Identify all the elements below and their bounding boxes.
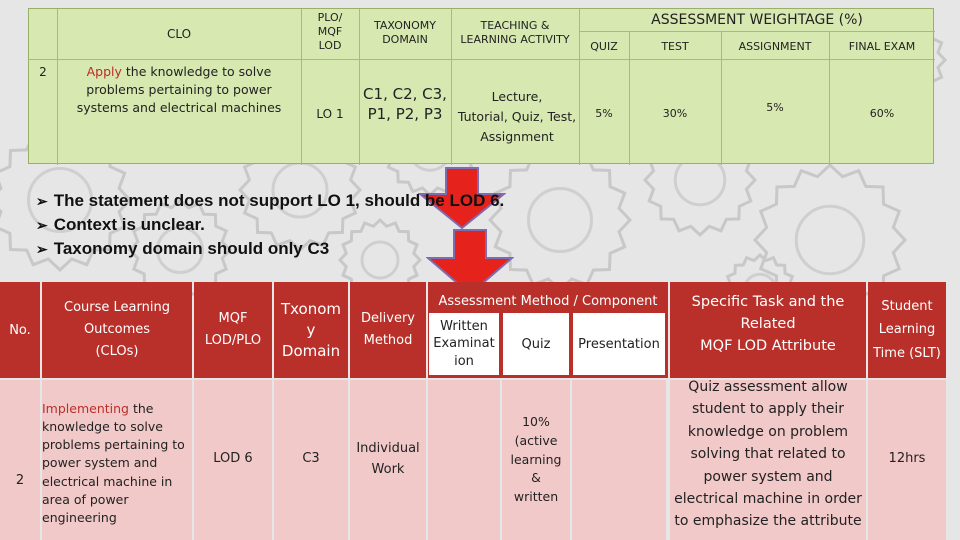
header-taxonomy: Txonom y Domain bbox=[274, 282, 348, 378]
taxonomy-value: C1, C2, C3, P1, P2, P3 bbox=[363, 85, 447, 123]
row-number: 2 bbox=[39, 65, 47, 79]
quiz-header: QUIZ bbox=[590, 40, 618, 53]
plo-value: LO 1 bbox=[316, 107, 344, 121]
assessment-method-title: Assessment Method / Component bbox=[438, 294, 658, 309]
review-comment: ➢ Context is unclear. bbox=[36, 215, 205, 234]
arrow-bullet-icon: ➢ bbox=[36, 241, 48, 257]
arrow-bullet-icon: ➢ bbox=[36, 193, 48, 209]
clo-verb: Implementing bbox=[42, 401, 129, 416]
activity-value: Lecture, Tutorial, Quiz, Test, Assignment bbox=[457, 89, 577, 144]
row-quiz: 10% (active learning & written bbox=[502, 380, 570, 540]
clo-header: CLO bbox=[166, 27, 192, 41]
row-no: 2 bbox=[0, 380, 40, 540]
row-specific-task: Quiz assessment allow student to apply their knowledge on problem solving that related to power system and electrical machine in order to emphasize the attribute bbox=[670, 380, 866, 540]
clo-verb: Apply bbox=[86, 64, 122, 79]
row-written-exam bbox=[428, 380, 500, 540]
assessment-weightage-header: ASSESSMENT WEIGHTAGE (%) bbox=[651, 12, 863, 28]
header-no: No. bbox=[0, 282, 40, 378]
assessment-weightage-table bbox=[28, 8, 934, 164]
row-taxonomy: C3 bbox=[274, 380, 348, 540]
row-slt: 12hrs bbox=[868, 380, 946, 540]
header-specific-task: Specific Task and the Related MQF LOD Attribute bbox=[670, 282, 866, 378]
final-exam-header: FINAL EXAM bbox=[848, 40, 916, 53]
final-exam-weight: 60% bbox=[869, 107, 895, 120]
header-written-exam: Written Examinat ion bbox=[428, 312, 500, 376]
taxonomy-domain-header: TAXONOMY DOMAIN bbox=[374, 19, 436, 46]
header-mqf: MQF LOD/PLO bbox=[194, 282, 272, 378]
test-header: TEST bbox=[661, 40, 689, 53]
header-delivery: Delivery Method bbox=[350, 282, 426, 378]
review-comment: ➢ The statement does not support LO 1, should be LOD 6. bbox=[36, 191, 505, 210]
teaching-activity-header: TEACHING & LEARNING ACTIVITY bbox=[460, 19, 570, 46]
row-mqf: LOD 6 bbox=[194, 380, 272, 540]
header-clos: Course Learning Outcomes (CLOs) bbox=[42, 282, 192, 378]
header-quiz: Quiz bbox=[502, 312, 570, 376]
row-delivery: Individual Work bbox=[350, 380, 426, 540]
review-comment: ➢ Taxonomy domain should only C3 bbox=[36, 239, 330, 258]
quiz-weight: 5% bbox=[595, 107, 613, 120]
clo-text bbox=[61, 63, 297, 117]
clo-statement: the knowledge to solve problems pertaining to power systems and electrical machines bbox=[76, 64, 282, 116]
arrow-bullet-icon: ➢ bbox=[36, 217, 48, 233]
assignment-weight: 5% bbox=[766, 101, 784, 114]
plo-mqf-lod-header: PLO/ MQF LOD bbox=[317, 11, 343, 52]
assignment-header: ASSIGNMENT bbox=[738, 40, 812, 53]
header-slt: Student Learning Time (SLT) bbox=[868, 282, 946, 378]
clo-statement: the knowledge to solve problems pertaining to power system and electrical machine in area of power engineering bbox=[42, 401, 185, 525]
header-presentation: Presentation bbox=[572, 312, 666, 376]
test-weight: 30% bbox=[662, 107, 688, 120]
row-presentation bbox=[572, 380, 666, 540]
row-clo bbox=[42, 380, 192, 540]
